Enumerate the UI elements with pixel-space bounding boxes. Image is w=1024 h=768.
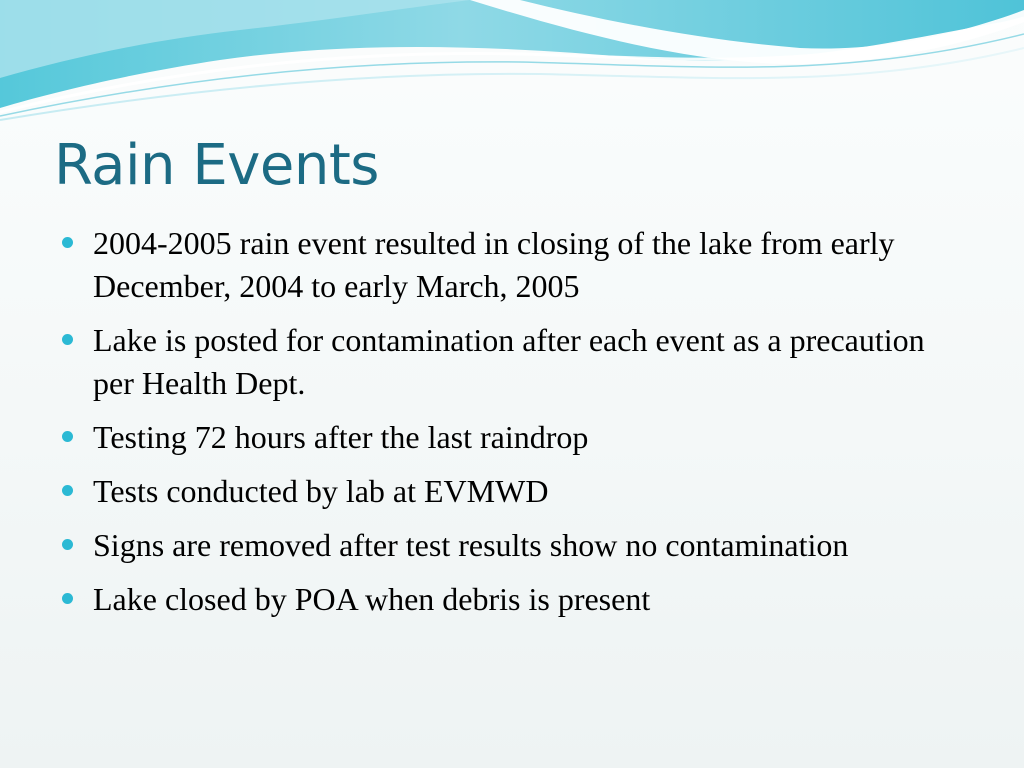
bullet-item — [62, 524, 962, 567]
bullet-dot-icon — [62, 485, 73, 496]
bullet-item — [62, 578, 962, 621]
slide-title: Rain Events — [54, 133, 379, 198]
wave-header-decoration — [0, 0, 1024, 130]
bullet-dot-icon — [62, 237, 73, 248]
bullet-text: Signs are removed after test results show no contamination — [93, 527, 849, 563]
bullet-dot-icon — [62, 431, 73, 442]
bullet-dot-icon — [62, 334, 73, 345]
bullet-item — [62, 470, 962, 513]
bullet-text: Tests conducted by lab at EVMWD — [93, 473, 549, 509]
bullet-text: Lake closed by POA when debris is present — [93, 581, 651, 617]
bullet-item — [62, 222, 962, 308]
bullet-list — [62, 222, 962, 632]
bullet-text: 2004-2005 rain event resulted in closing of the lake from early December, 2004 to early March, 2005 — [93, 225, 895, 304]
bullet-item — [62, 416, 962, 459]
bullet-dot-icon — [62, 539, 73, 550]
bullet-item — [62, 319, 962, 405]
bullet-text: Testing 72 hours after the last raindrop — [93, 419, 589, 455]
bullet-text: Lake is posted for contamination after each event as a precaution per Health Dept. — [93, 322, 925, 401]
bullet-dot-icon — [62, 593, 73, 604]
